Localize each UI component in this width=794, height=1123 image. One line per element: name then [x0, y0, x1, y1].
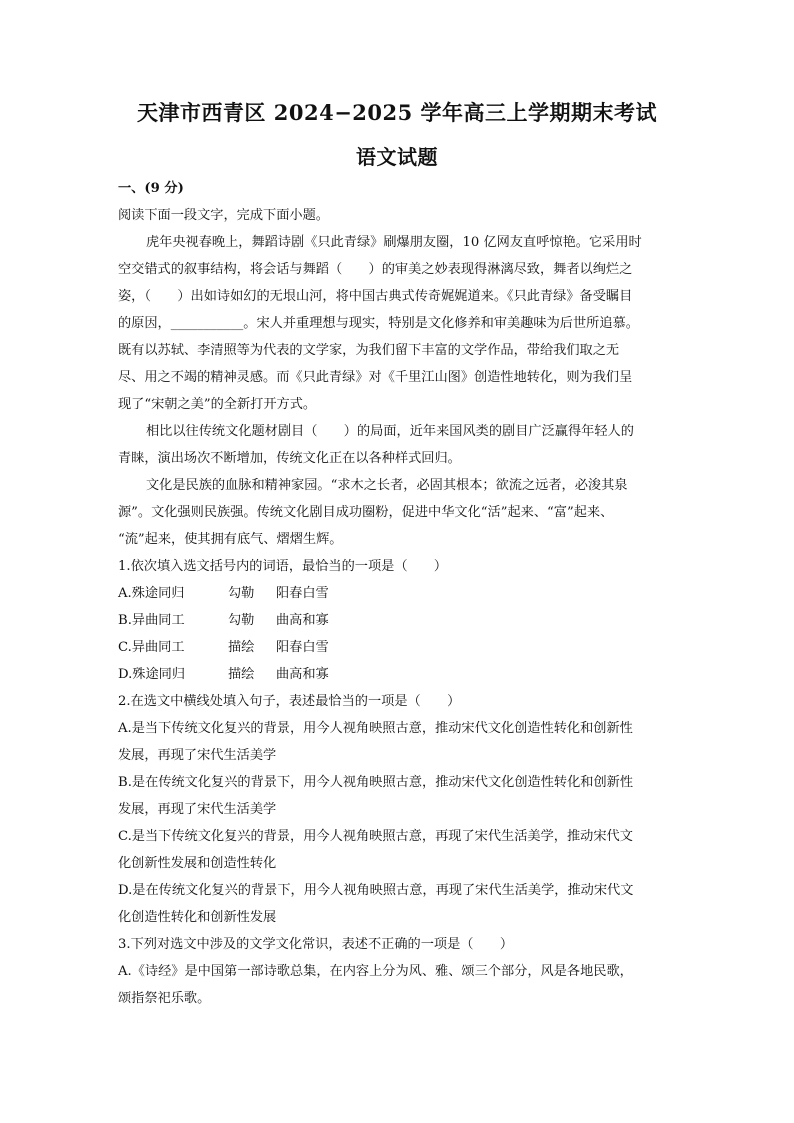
passage-line: 虎年央视春晚上，舞蹈诗剧《只此青绿》刷爆朋友圈，10 亿网友直呼惊艳。它采用时: [146, 235, 642, 250]
option-word: 曲高和寡: [276, 667, 329, 682]
passage-line: 源”。文化强则民族强。传统文化剧目成功圈粉，促进中华文化“活”起来、“富”起来、: [118, 505, 614, 520]
option-word: 阳春白雪: [276, 586, 329, 601]
question-2-stem: 2.在选文中横线处填入句子，表述最恰当的一项是（ ）: [118, 694, 461, 709]
question-3-stem: 3.下列对选文中涉及的文学文化常识，表述不正确的一项是（ ）: [118, 937, 514, 952]
question-1-option-b: [118, 612, 678, 630]
question-1-option-a: [118, 585, 678, 603]
option-word: 描绘: [228, 640, 255, 655]
question-1-option-d: [118, 666, 678, 684]
option-word: 曲高和寡: [276, 613, 329, 628]
option-word: B.异曲同工: [118, 613, 185, 628]
passage-line: 尽、用之不竭的精神灵感。而《只此青绿》对《千里江山图》创造性地转化，则为我们呈: [118, 370, 633, 385]
question-2-line: D.是在传统文化复兴的背景下，用今人视角映照古意，再现了宋代生活美学，推动宋代文: [118, 883, 634, 898]
exam-title: 天津市西青区 2024−2025 学年高三上学期期末考试: [136, 100, 658, 125]
question-2-line: 化创造性转化和创新性发展: [118, 910, 277, 925]
passage-line: 文化是民族的血脉和精神家园。“求木之长者，必固其根本；欲流之远者，必浚其泉: [146, 478, 628, 493]
option-word: 描绘: [228, 667, 255, 682]
option-word: 勾勒: [228, 586, 255, 601]
question-3-line: 颂指祭祀乐歌。: [118, 991, 211, 1006]
passage-line: 青睐，演出场次不断增加，传统文化正在以各种样式回归。: [118, 451, 461, 466]
option-word: C.异曲同工: [118, 640, 185, 655]
question-1-option-c: [118, 639, 678, 657]
question-2-line: 发展，再现了宋代生活美学: [118, 748, 277, 763]
option-word: 勾勒: [228, 613, 255, 628]
passage-line: 的原因，___________。宋人并重理想与现实，特别是文化修养和审美趣味为后世所追慕。: [118, 316, 639, 331]
option-word: A.殊途同归: [118, 586, 185, 601]
question-3-line: A.《诗经》是中国第一部诗歌总集，在内容上分为风、雅、颂三个部分，风是各地民歌，: [118, 964, 633, 979]
passage-line: 现了“宋朝之美”的全新打开方式。: [118, 397, 317, 412]
option-word: 阳春白雪: [276, 640, 329, 655]
question-2-line: B.是在传统文化复兴的背景下，用今人视角映照古意，推动宋代文化创造性转化和创新性: [118, 775, 634, 790]
option-word: D.殊途同归: [118, 667, 186, 682]
passage-line: 空交错式的叙事结构，将会话与舞蹈（ ）的审美之妙表现得淋漓尽致，舞者以绚烂之: [118, 262, 633, 277]
question-2-line: 发展，再现了宋代生活美学: [118, 802, 277, 817]
question-2-line: A.是当下传统文化复兴的背景，用今人视角映照古意，推动宋代文化创造性转化和创新性: [118, 721, 633, 736]
passage-line: 姿，（ ）出如诗如幻的无垠山河，将中国古典式传奇娓娓道来。《只此青绿》备受瞩目: [118, 289, 633, 304]
question-1-stem: 1.依次填入选文括号内的词语，最恰当的一项是（ ）: [118, 559, 448, 574]
question-2-line: C.是当下传统文化复兴的背景，用今人视角映照古意，再现了宋代生活美学，推动宋代文: [118, 829, 633, 844]
question-2-line: 化创新性发展和创造性转化: [118, 856, 277, 871]
passage-line: 既有以苏轼、李清照等为代表的文学家，为我们留下丰富的文学作品，带给我们取之无: [118, 343, 620, 358]
passage-line: “流”起来，使其拥有底气、熠熠生辉。: [118, 532, 343, 547]
exam-subtitle: 语文试题: [356, 145, 438, 169]
passage-line: 相比以往传统文化题材剧目（ ）的局面，近年来国风类的剧目广泛赢得年轻人的: [146, 424, 634, 439]
section-heading: 一、(9 分): [118, 181, 184, 196]
section-instruction: 阅读下面一段文字，完成下面小题。: [118, 208, 329, 223]
